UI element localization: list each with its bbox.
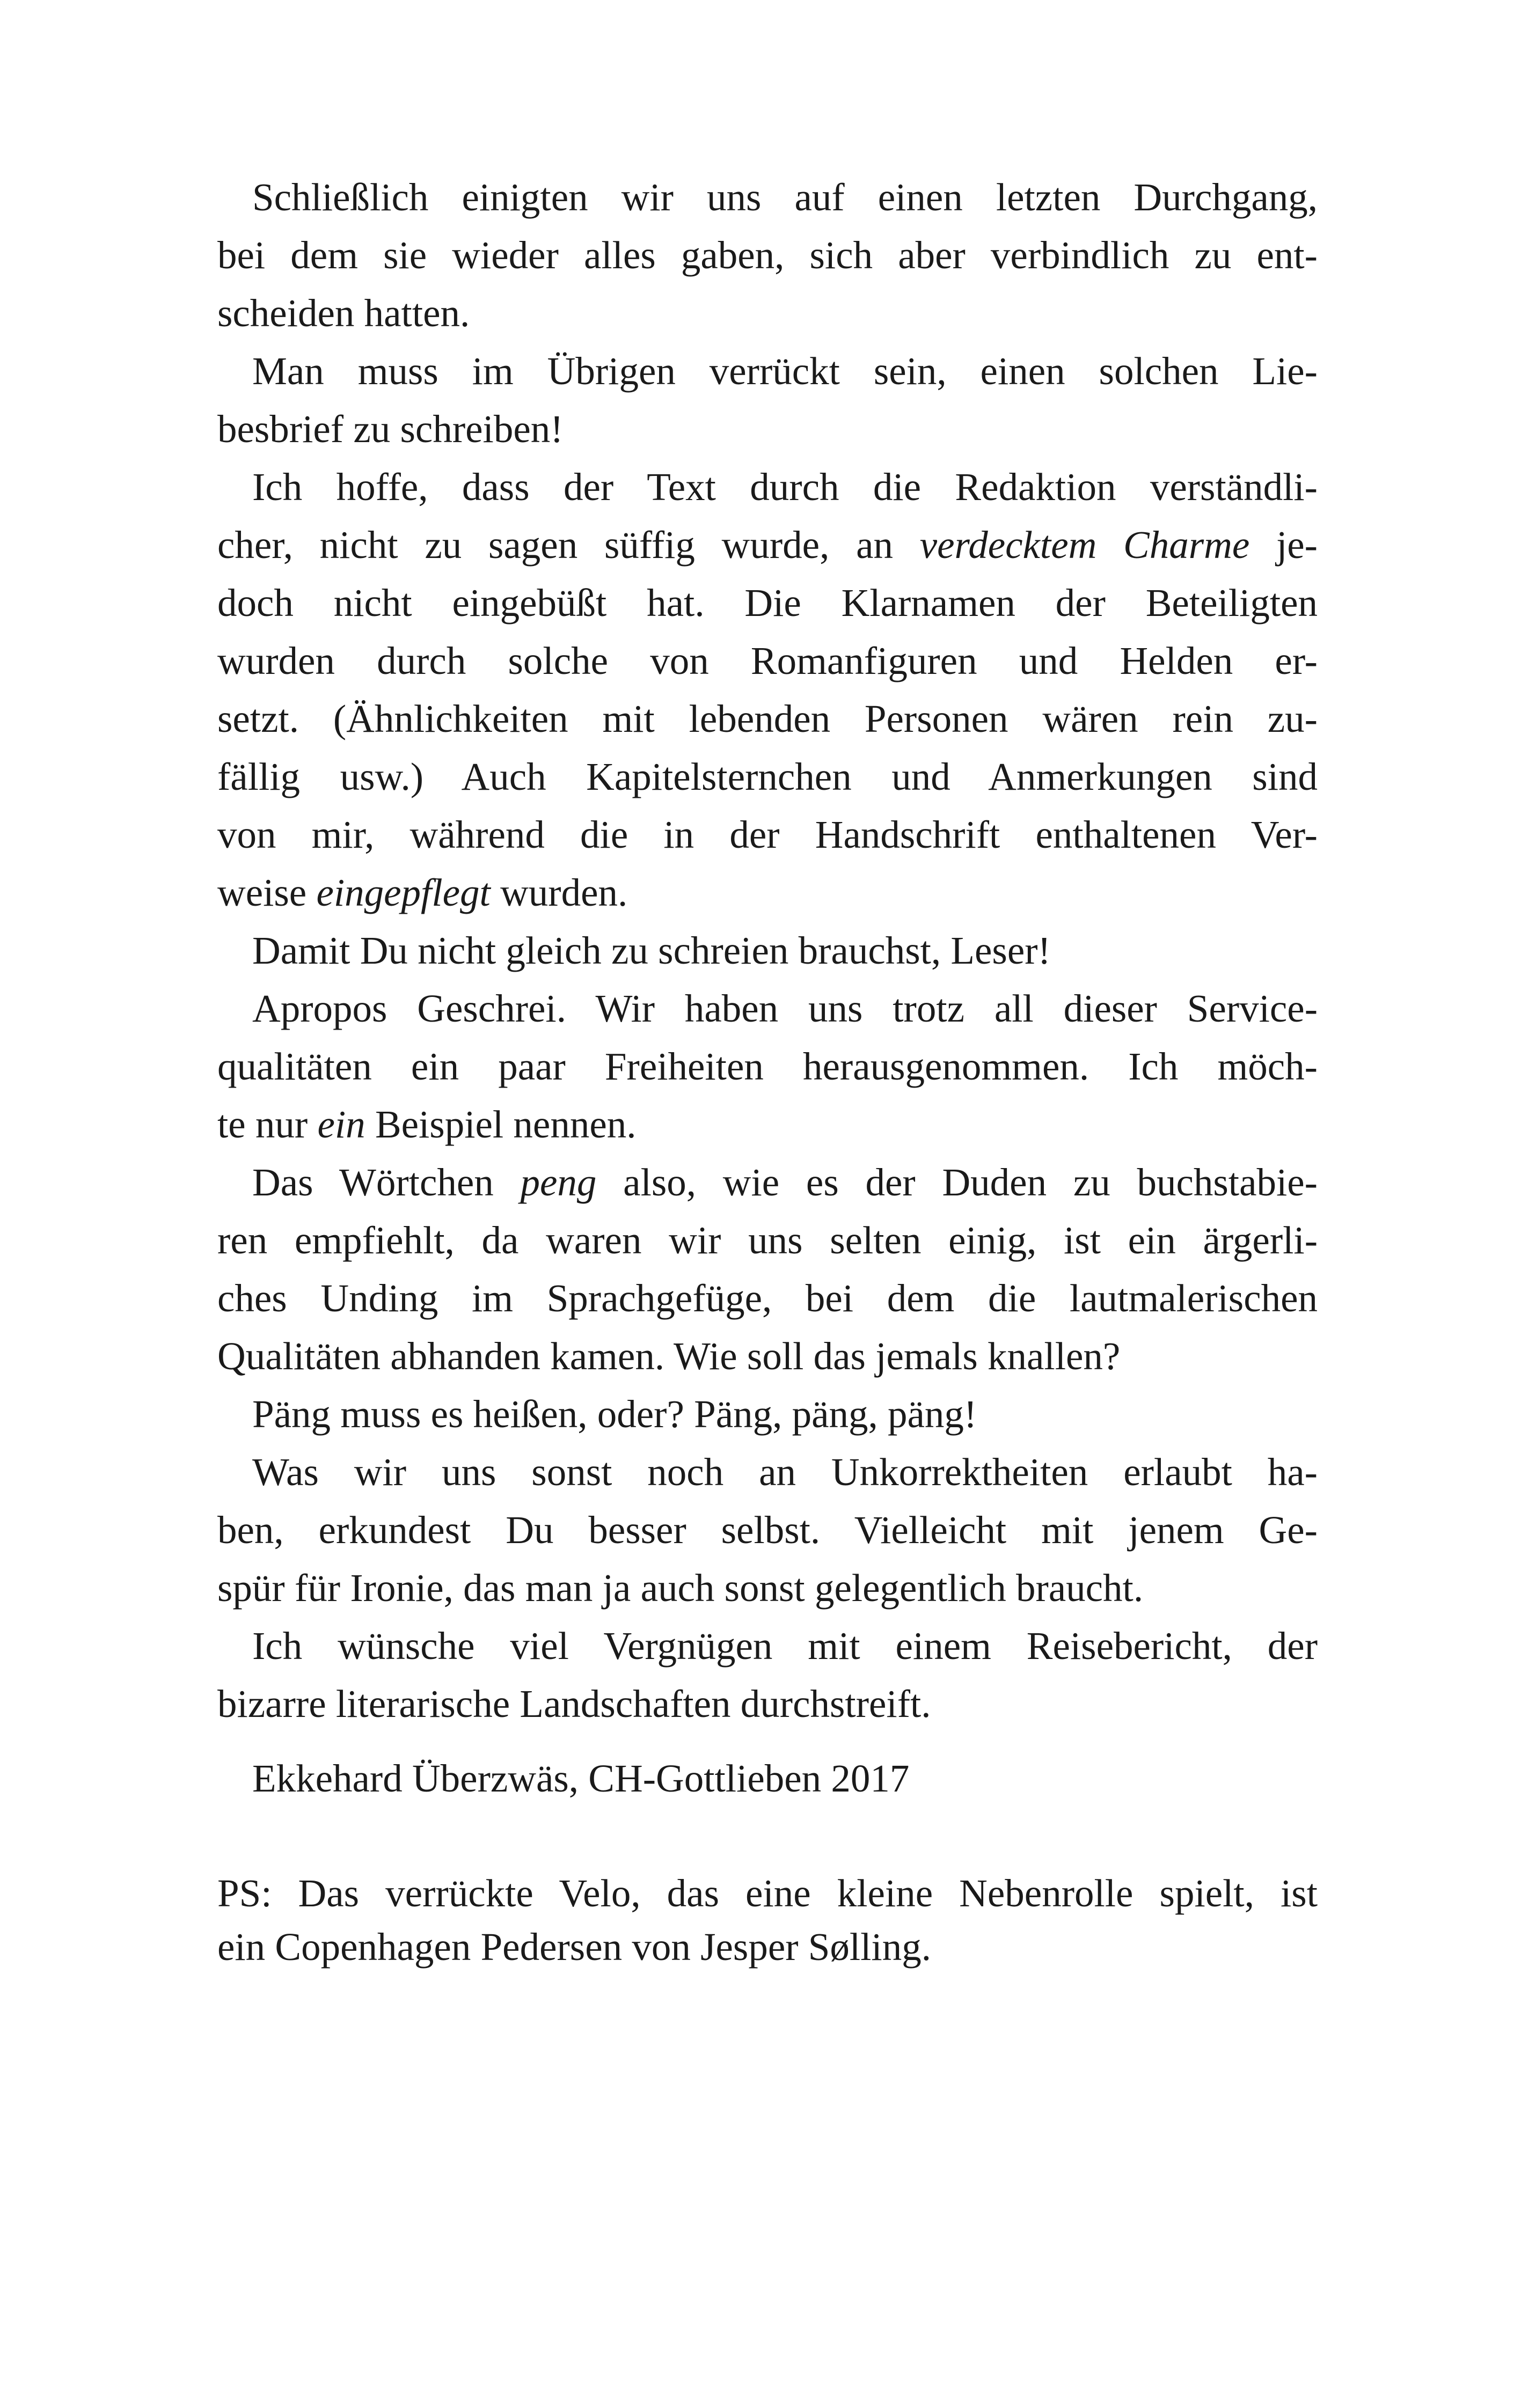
text-run: scheiden hatten. [217, 291, 470, 335]
paragraph-line [217, 634, 1318, 688]
text-run: je- [1249, 523, 1318, 567]
text-run: fällig usw.) Auch Kapitelsternchen und Anmerkungen sind [217, 755, 1318, 798]
text-run: Beispiel nennen. [365, 1103, 637, 1146]
text-run: Damit Du nicht gleich zu schreien brauchst, Leser! [252, 929, 1051, 972]
text-run: cher, nicht zu sagen süffig wurde, an [217, 523, 920, 567]
text-run: qualitäten ein paar Freiheiten herausgenommen. Ich möch- [217, 1045, 1318, 1088]
paragraph-line [217, 576, 1318, 630]
text-run: Was wir uns sonst noch an Unkorrektheiten erlaubt ha- [252, 1450, 1318, 1494]
text-run: Ich wünsche viel Vergnügen mit einem Reisebericht, der [252, 1624, 1318, 1668]
paragraph-first-line [217, 1387, 1318, 1441]
text-run: ren empfiehlt, da waren wir uns selten einig, ist ein ärgerli- [217, 1218, 1318, 1262]
paragraph-line [217, 1503, 1318, 1557]
text-run: Päng muss es heißen, oder? Päng, päng, päng! [252, 1392, 977, 1436]
text-run: setzt. (Ähnlichkeiten mit lebenden Personen wären rein zu- [217, 697, 1318, 740]
text-run: bei dem sie wieder alles gaben, sich aber verbindlich zu ent- [217, 233, 1318, 277]
text-run: Das Wörtchen [252, 1161, 521, 1204]
text-run: Man muss im Übrigen verrückt sein, einen solchen Lie- [252, 349, 1318, 393]
paragraph-first-line [217, 460, 1318, 514]
italic-phrase: ein [317, 1103, 365, 1146]
text-run: ben, erkundest Du besser selbst. Vielleicht mit jenem Ge- [217, 1508, 1318, 1552]
text-run: bizarre literarische Landschaften durchstreift. [217, 1682, 931, 1726]
paragraph-line [217, 750, 1318, 804]
paragraph-first-line [217, 171, 1318, 224]
paragraph-line [217, 1561, 1318, 1615]
text-run: Qualitäten abhanden kamen. Wie soll das jemals knallen? [217, 1334, 1121, 1378]
paragraph-first-line [217, 1156, 1318, 1209]
text-run: Apropos Geschrei. Wir haben uns trotz all dieser Service- [252, 987, 1318, 1030]
paragraph-line [217, 1040, 1318, 1093]
text-run: te nur [217, 1103, 318, 1146]
paragraph-first-line [217, 1445, 1318, 1499]
paragraph-line [217, 1214, 1318, 1267]
paragraph-line [217, 229, 1318, 282]
paragraph-first-line [217, 924, 1318, 978]
text-run: Schließlich einigten wir uns auf einen letzten Durchgang, [252, 175, 1318, 219]
paragraph-first-line [217, 344, 1318, 398]
paragraph-line [217, 1098, 1318, 1151]
text-run: wurden durch solche von Romanfiguren und Helden er- [217, 639, 1318, 682]
italic-phrase: eingepflegt [316, 871, 491, 914]
text-run: ches Unding im Sprachgefüge, bei dem die lautmalerischen [217, 1276, 1318, 1320]
paragraph-first-line [217, 1619, 1318, 1673]
paragraph-line [217, 1677, 1318, 1731]
italic-phrase: peng [520, 1161, 597, 1204]
paragraph-line [217, 1330, 1318, 1383]
italic-phrase: verdecktem Charme [919, 523, 1250, 567]
paragraph-line [217, 692, 1318, 746]
text-run: besbrief zu schreiben! [217, 407, 564, 451]
text-run: Ich hoffe, dass der Text durch die Redaktion verständli- [252, 465, 1318, 509]
paragraph-line [217, 808, 1318, 862]
paragraph-line [217, 518, 1318, 572]
paragraph-first-line [217, 982, 1318, 1036]
text-run: spür für Ironie, das man ja auch sonst gelegentlich braucht. [217, 1566, 1144, 1610]
text-run: also, wie es der Duden zu buchstabie- [596, 1161, 1318, 1204]
paragraph-line [217, 402, 1318, 456]
paragraph-line [217, 866, 1318, 920]
text-run: doch nicht eingebüßt hat. Die Klarnamen der Beteiligten [217, 581, 1318, 625]
postscript-line: PS: Das verrückte Velo, das eine kleine Nebenrolle spielt, ist [217, 1871, 1318, 1915]
text-run: weise [217, 871, 317, 914]
text-run: wurden. [490, 871, 628, 914]
text-run: von mir, während die in der Handschrift enthaltenen Ver- [217, 813, 1318, 856]
paragraph-line [217, 1272, 1318, 1325]
postscript-line: ein Copenhagen Pedersen von Jesper Sølling. [217, 1925, 931, 1969]
signature-line: Ekkehard Überzwäs, CH-Gottlieben 2017 [252, 1757, 910, 1800]
paragraph-line [217, 287, 1318, 340]
